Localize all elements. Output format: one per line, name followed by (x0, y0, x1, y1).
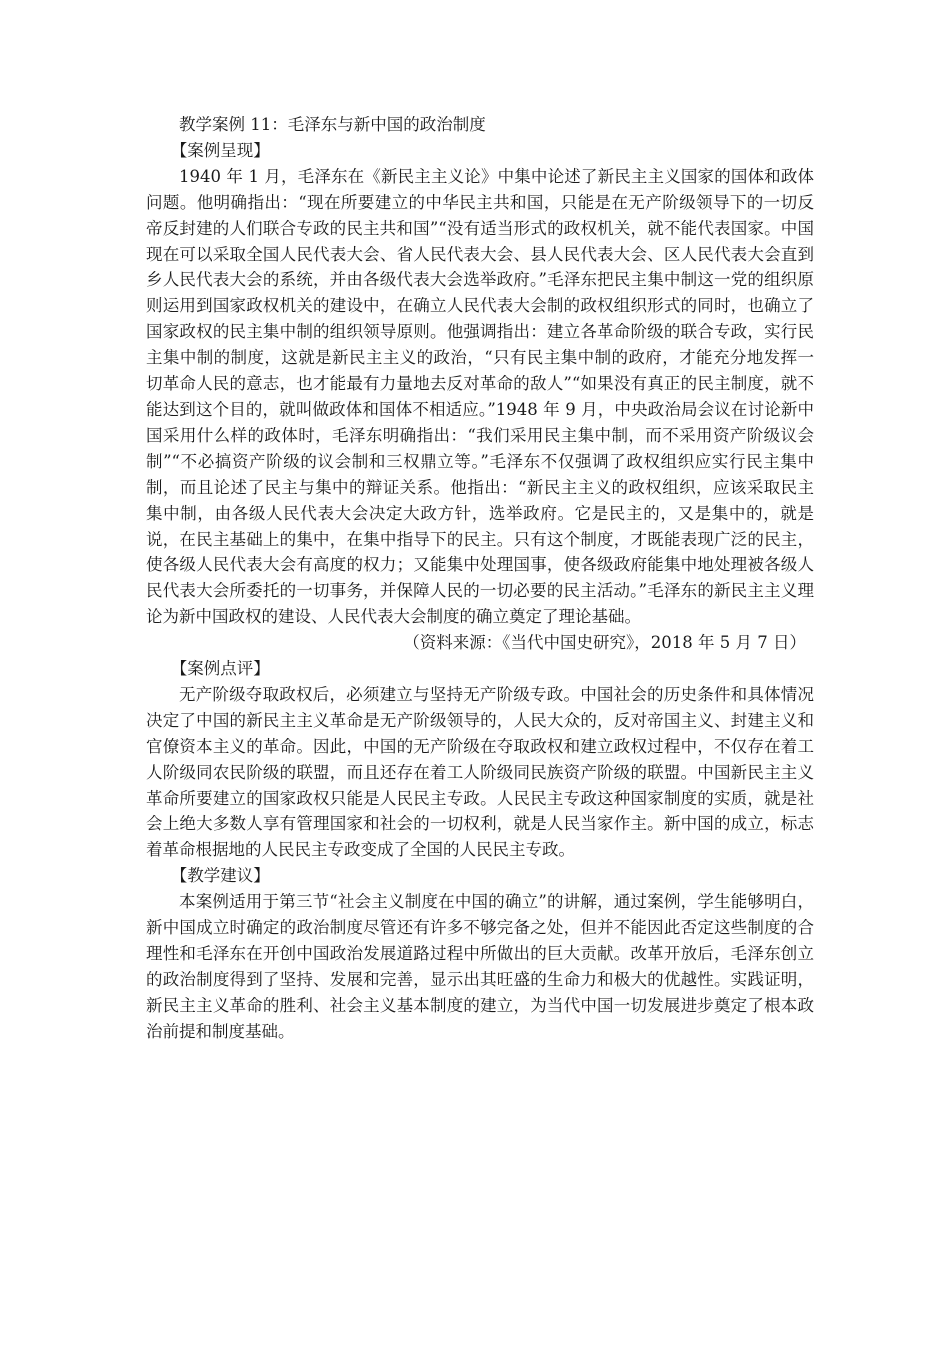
section-heading-presentation: 【案例呈现】 (170, 140, 270, 160)
presentation-paragraph: 1940 年 1 月，毛泽东在《新民主主义论》中集中论述了新民主主义国家的国体和政体问题。他明确指出：“现在所要建立的中华民主共和国，只能是在无产阶级领导下的一切反帝反封建的人们联合专政的民主共和国”“没有适当形式的政权机关，就不能代表国家。中国现在可以采取全国人民代表大会、省人民代表大会、县人民代表大会、区人民代表大会直到乡人民代表大会的系统，并由各级代表大会选举政府。”毛泽东把民主集中制这一党的组织原则运用到国家政权机关的建设中，在确立人民代表大会制的政权组织形式的同时，也确立了国家政权的民主集中制的组织领导原则。他强调指出：建立各革命阶级的联合专政，实行民主集中制的制度，这就是新民主主义的政治，“只有民主集中制的政府，才能充分地发挥一切革命人民的意志，也才能最有力量地去反对革命的敌人”“如果没有真正的民主制度，就不能达到这个目的，就叫做政体和国体不相适应。”1948 年 9 月，中央政治局会议在讨论新中国采用什么样的政体时，毛泽东明确指出：“我们采用民主集中制，而不采用资产阶级议会制”“不必搞资产阶级的议会制和三权鼎立等。”毛泽东不仅强调了政权组织应实行民主集中制，而且论述了民主与集中的辩证关系。他指出：“新民主主义的政权组织，应该采取民主集中制，由各级人民代表大会决定大政方针，选举政府。它是民主的，又是集中的，就是说，在民主基础上的集中，在集中指导下的民主。只有这个制度，才既能表现广泛的民主，使各级人民代表大会有高度的权力；又能集中处理国事，使各级政府能集中地处理被各级人民代表大会所委托的一切事务，并保障人民的一切必要的民主活动。”毛泽东的新民主主义理论为新中国政权的建设、人民代表大会制度的确立奠定了理论基础。 (146, 166, 814, 627)
source-citation: （资料来源：《当代中国史研究》，2018 年 5 月 7 日） (403, 633, 806, 653)
case-title: 教学案例 11：毛泽东与新中国的政治制度 (179, 115, 486, 134)
section-heading-suggestion: 【教学建议】 (170, 866, 270, 886)
section-heading-comment: 【案例点评】 (170, 659, 270, 679)
suggestion-paragraph: 本案例适用于第三节“社会主义制度在中国的确立”的讲解，通过案例，学生能够明白，新中国成立时确定的政治制度尽管还有许多不够完备之处，但并不能因此否定这些制度的合理性和毛泽东在开创中国政治发展道路过程中所做出的巨大贡献。改革开放后，毛泽东创立的政治制度得到了坚持、发展和完善，显示出其旺盛的生命力和极大的优越性。实践证明，新民主主义革命的胜利、社会主义基本制度的建立，为当代中国一切发展进步奠定了根本政治前提和制度基础。 (146, 892, 814, 1041)
document-body (146, 112, 814, 1045)
comment-paragraph: 无产阶级夺取政权后，必须建立与坚持无产阶级专政。中国社会的历史条件和具体情况决定了中国的新民主主义革命是无产阶级领导的，人民大众的，反对帝国主义、封建主义和官僚资本主义的革命。因此，中国的无产阶级在夺取政权和建立政权过程中，不仅存在着工人阶级同农民阶级的联盟，而且还存在着工人阶级同民族资产阶级的联盟。中国新民主主义革命所要建立的国家政权只能是人民民主专政。人民民主专政这种国家制度的实质，就是社会上绝大多数人享有管理国家和社会的一切权利，就是人民当家作主。新中国的成立，标志着革命根据地的人民民主专政变成了全国的人民民主专政。 (146, 684, 814, 860)
